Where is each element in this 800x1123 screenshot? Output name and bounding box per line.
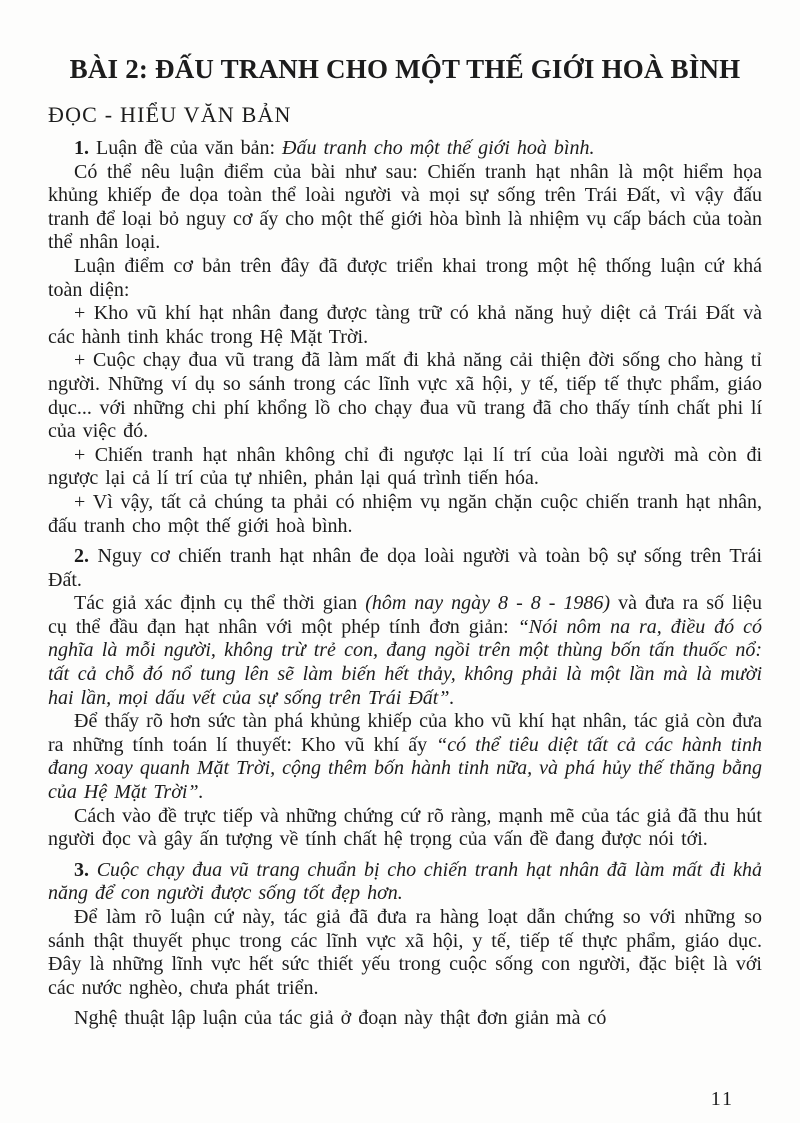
text-segment: + Vì vậy, tất cả chúng ta phải có nhiệm vụ ngăn chặn cuộc chiến tranh hạt nhân, đấu tranh cho một thế giới hoà bình.	[48, 490, 762, 537]
text-segment: + Chiến tranh hạt nhân không chỉ đi ngược lại lí trí của loài người mà còn đi ngược lại cả lí trí của tự nhiên, phản lại quá trình tiến hóa.	[48, 443, 762, 490]
paragraph	[48, 349, 762, 443]
text-segment: và đưa ra số liệu cụ thể đầu đạn hạt nhân với một phép tính đơn giản:	[48, 592, 762, 638]
page-number: 11	[710, 1088, 734, 1110]
paragraph	[48, 906, 762, 1000]
text-segment: 1.	[74, 137, 96, 159]
text-segment: Có thể nêu luận điểm của bài như sau: Chiến tranh hạt nhân là một hiểm họa khủng khiếp đe dọa toàn thể loài người và mọi sự sống trên Trái Đất, vì vậy đấu tranh để loại bỏ nguy cơ ấy cho một thế giới hòa bình là nhiệm vụ cấp bách của toàn thể nhân loại.	[48, 160, 762, 254]
paragraph	[48, 491, 762, 538]
text-segment: + Kho vũ khí hạt nhân đang được tàng trữ có khả năng huỷ diệt cả Trái Đất và các hành tinh khác trong Hệ Mặt Trời.	[48, 302, 762, 348]
section-heading: ĐỌC - HIỂU VĂN BẢN	[48, 102, 292, 127]
text-segment: Để làm rõ luận cứ này, tác giả đã đưa ra hàng loạt dẫn chứng so với những so sánh thật thuyết phục trong các lĩnh vực xã hội, y tế, tiếp tế thực phẩm, giáo dục. Đây là những lĩnh vực hết sức thiết yếu trong cuộc sống con người, đặc biệt là với các nước nghèo, chưa phát triển.	[48, 906, 762, 999]
text-segment: 3.	[74, 858, 97, 881]
lesson-title: BÀI 2: ĐẤU TRANH CHO MỘT THẾ GIỚI HOÀ BÌNH	[69, 54, 741, 84]
paragraph	[48, 805, 762, 852]
paragraph	[48, 1007, 762, 1031]
paragraph	[48, 444, 762, 491]
text-segment: “có thể tiêu diệt tất cả các hành tinh đang xoay quanh Mặt Trời, cộng thêm bốn hành tinh nữa, và phá hủy thế thăng bằng của Hệ Mặt Trời”.	[48, 733, 762, 804]
text-segment: 2.	[74, 545, 98, 568]
text-segment: Luận điểm cơ bản trên đây đã được triển khai trong một hệ thống luận cứ khá toàn diện:	[48, 254, 762, 301]
paragraph	[48, 545, 762, 592]
text-segment: + Cuộc chạy đua vũ trang đã làm mất đi khả năng cải thiện đời sống cho hàng tỉ người. Những ví dụ so sánh trong các lĩnh vực xã hội, y tế, tiếp tế thực phẩm, giáo dục... với những chi phí khổng lồ cho chạy đua vũ trang đã cho thấy tính chất phi lí của việc đó.	[48, 349, 762, 443]
paragraph	[48, 161, 762, 255]
text-segment: Nghệ thuật lập luận của tác giả ở đoạn này thật đơn giản mà có	[74, 1007, 607, 1030]
paragraph	[48, 302, 762, 349]
paragraph	[48, 137, 762, 161]
paragraph	[48, 859, 762, 906]
text-segment: Luận đề của văn bản:	[96, 137, 283, 159]
text-segment: Đấu tranh cho một thế giới hoà bình.	[282, 137, 595, 159]
text-segment: Cách vào đề trực tiếp và những chứng cứ rõ ràng, mạnh mẽ của tác giả đã thu hút người đọc và gây ấn tượng về tính chất hệ trọng của vấn đề đang được nói tới.	[48, 804, 762, 851]
paragraph	[48, 710, 762, 804]
paragraph	[48, 592, 762, 710]
document-body	[48, 137, 762, 1031]
text-segment: Nguy cơ chiến tranh hạt nhân đe dọa loài người và toàn bộ sự sống trên Trái Đất.	[48, 545, 762, 591]
text-segment: Tác giả xác định cụ thể thời gian	[74, 592, 366, 615]
text-segment: Cuộc chạy đua vũ trang chuẩn bị cho chiến tranh hạt nhân đã làm mất đi khả năng để con người được sống tốt đẹp hơn.	[48, 858, 763, 905]
paragraph	[48, 255, 762, 302]
text-segment: Để thấy rõ hơn sức tàn phá khủng khiếp của kho vũ khí hạt nhân, tác giả còn đưa ra những tính toán lí thuyết: Kho vũ khí ấy	[48, 710, 762, 756]
text-segment: “Nói nôm na ra, điều đó có nghĩa là mỗi người, không trừ trẻ con, đang ngồi trên một thùng bốn tấn thuốc nổ: tất cả chỗ đó nổ tung lên sẽ làm biến hết thảy, không phải là một lần mà là mười hai lần, mọi dấu vết của sự sống trên Trái Đất”.	[48, 615, 762, 709]
text-segment: (hôm nay ngày 8 - 8 - 1986)	[365, 592, 611, 615]
